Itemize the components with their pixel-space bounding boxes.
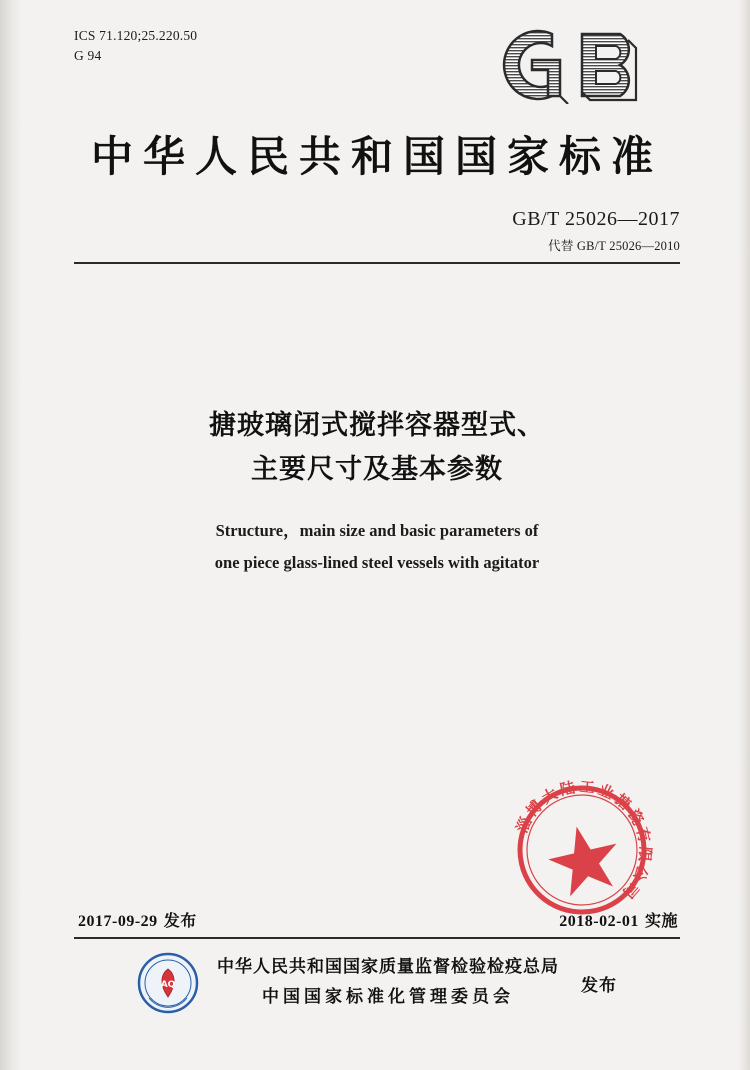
ics-line-1: ICS 71.120;25.220.50 (74, 28, 198, 43)
standard-number-block (512, 208, 680, 254)
document-title-en-line1: Structure，main size and basic parameters of (215, 521, 539, 540)
ics-line-2: G 94 (74, 47, 102, 63)
effective-date-label: 实施 (644, 911, 678, 930)
standard-replaces: 代替 GB/T 25026—2010 (548, 239, 680, 253)
header-divider (74, 262, 680, 264)
gb-logo-icon (490, 26, 680, 104)
issue-date-label: 发布 (163, 911, 197, 930)
national-standard-heading: 中华人民共和国国家标准 (90, 132, 663, 181)
effective-date (559, 908, 678, 931)
document-title-cn (74, 404, 680, 491)
footer-divider (74, 937, 680, 939)
issue-date-value: 2017-09-29 (78, 913, 158, 930)
issuer-publish-label: 发布 (581, 975, 617, 996)
aqsiq-emblem-icon (137, 952, 199, 1014)
issuer-block (74, 952, 680, 1014)
svg-text:AQ: AQ (160, 980, 176, 990)
issue-date (78, 908, 197, 931)
issuer-line-2: 中国国家标准化管理委员会 (262, 987, 514, 1007)
document-title-en (100, 515, 654, 579)
document-title-en-line2: one piece glass-lined steel vessels with agitator (214, 553, 540, 573)
document-title-cn-line2: 主要尺寸及基本参数 (251, 453, 503, 485)
standard-number: GB/T 25026—2017 (512, 208, 680, 230)
effective-date-value: 2018-02-01 (559, 913, 639, 930)
svg-text:淄博大陆工业搪瓷有限公司: 淄博大陆工业搪瓷有限公司 (512, 777, 655, 904)
issuer-line-1: 中华人民共和国国家质量监督检验检疫总局 (217, 957, 559, 978)
issuer-name (217, 953, 559, 1013)
ics-classification (74, 26, 197, 65)
document-title-cn-line1: 搪玻璃闭式搅拌容器型式、 (209, 410, 545, 441)
